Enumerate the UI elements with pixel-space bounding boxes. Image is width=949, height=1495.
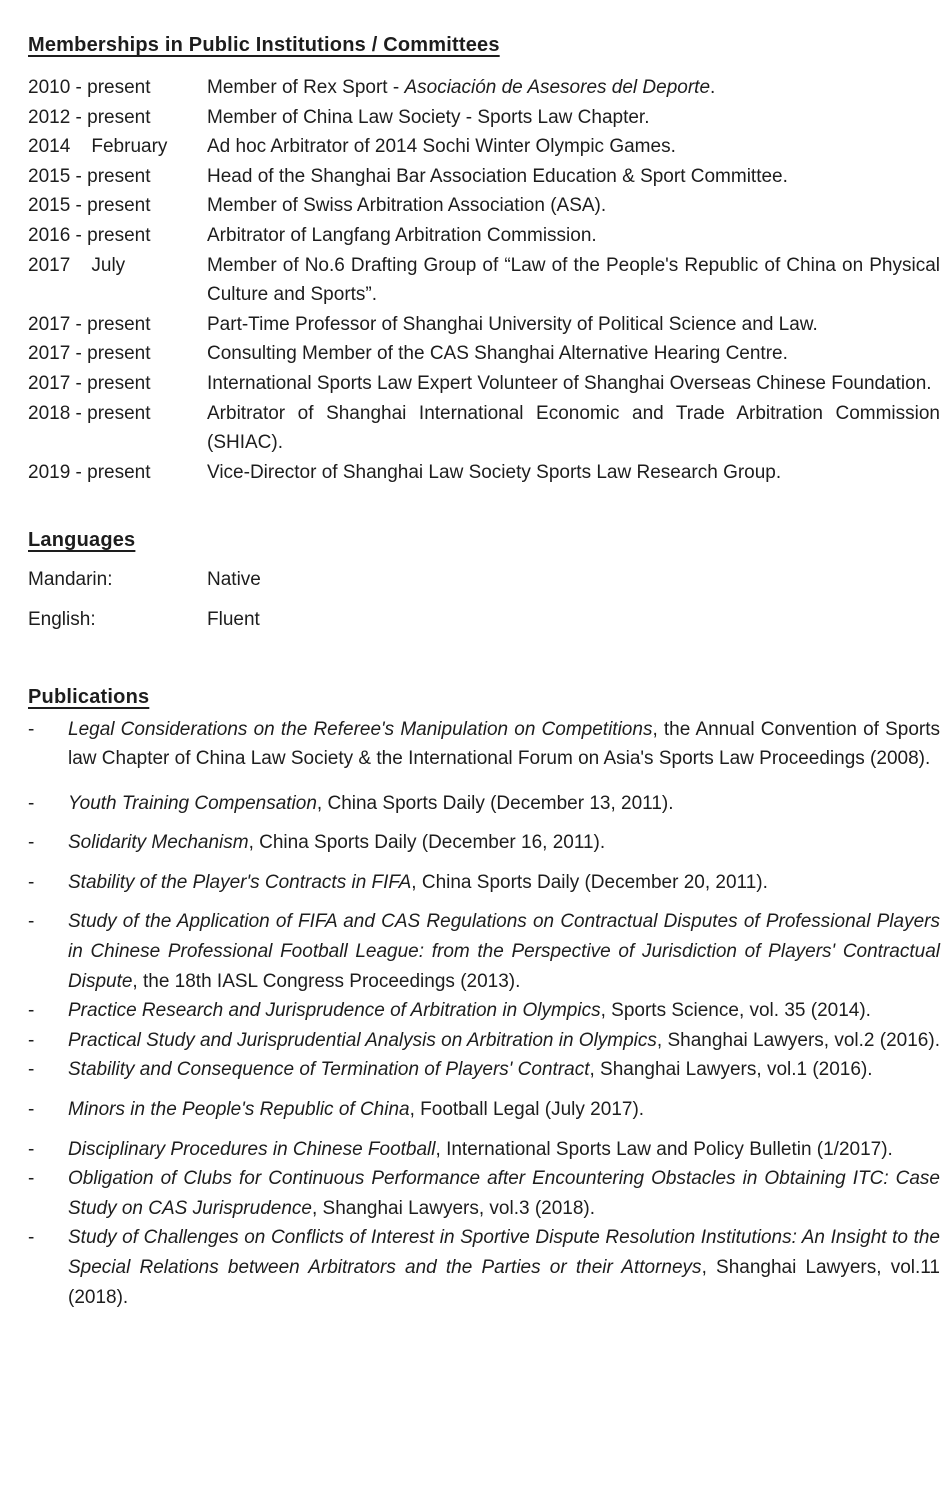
memberships-list: [28, 73, 940, 487]
membership-date: 2017 - present: [28, 372, 151, 394]
language-level: Fluent: [207, 608, 260, 630]
publication-entry: [68, 1095, 940, 1125]
publication-bullet: -: [28, 832, 35, 854]
membership-date: 2015 - present: [28, 165, 151, 187]
membership-row: [28, 73, 940, 103]
language-name: English:: [28, 608, 96, 630]
publication-bullet: -: [28, 792, 35, 814]
membership-description: Vice-Director of Shanghai Law Society Sports Law Research Group.: [207, 461, 782, 483]
publication-title: Minors in the People's Republic of China: [68, 1099, 410, 1121]
publication-title: Legal Considerations on the Referee's Manipulation on Competitions: [68, 718, 653, 740]
publication-title: Practice Research and Jurisprudence of Arbitration in Olympics: [68, 1000, 601, 1022]
membership-date: 2018 - present: [28, 402, 151, 424]
membership-row: [28, 162, 940, 192]
publication-source: , International Sports Law and Policy Bulletin (1/2017).: [435, 1138, 893, 1160]
membership-date: 2017 - present: [28, 343, 151, 365]
publication-entry: [68, 907, 940, 996]
publication-source: , Football Legal (July 2017).: [409, 1099, 645, 1121]
publication-item: [28, 1055, 940, 1085]
membership-date: 2010 - present: [28, 77, 151, 98]
publication-bullet: -: [28, 911, 35, 933]
membership-row: [28, 339, 940, 369]
publication-title: Study of the Application of FIFA and CAS Regulations on Contractual Disputes of Professional Players in Chinese Professional Football League: from the Perspective of Jurisdiction of Players' Contractual Dispute: [68, 911, 940, 992]
publication-entry: [68, 996, 940, 1026]
publication-item: [28, 715, 940, 774]
publication-bullet: -: [28, 718, 35, 740]
membership-row: [28, 221, 940, 251]
publication-title: Study of Challenges on Conflicts of Interest in Sportive Dispute Resolution Institutions: An Insight to the Special Relations between Arbitrators and the Parties or their Attorneys: [68, 1227, 940, 1278]
membership-date: 2012 - present: [28, 106, 151, 128]
membership-row: [28, 310, 940, 340]
publication-entry: [68, 1026, 940, 1056]
publication-entry: [68, 715, 940, 774]
publication-bullet: -: [28, 1029, 35, 1051]
publication-item: [28, 828, 940, 858]
language-level: Native: [207, 569, 261, 591]
publication-source: , China Sports Daily (December 13, 2011).: [316, 792, 674, 814]
section-memberships: [28, 33, 940, 487]
membership-row: [28, 251, 940, 310]
publication-title: Obligation of Clubs for Continuous Performance after Encountering Obstacles in Obtaining ITC: Case Study on CAS Jurisprudence: [68, 1168, 940, 1219]
language-row: [28, 605, 940, 635]
section-publications: [28, 685, 940, 1313]
membership-date: 2017 - present: [28, 313, 151, 335]
membership-row: [28, 132, 940, 162]
membership-description: Arbitrator of Shanghai International Economic and Trade Arbitration Commission (SHIAC).: [207, 402, 940, 454]
publication-item: [28, 789, 940, 819]
membership-description: Arbitrator of Langfang Arbitration Commission.: [207, 224, 597, 246]
publication-entry: [68, 789, 940, 819]
membership-description: Consulting Member of the CAS Shanghai Alternative Hearing Centre.: [207, 343, 788, 365]
publication-source: , Shanghai Lawyers, vol.2 (2016).: [656, 1029, 940, 1051]
membership-date: 2014 February: [28, 136, 168, 158]
membership-description: Member of Swiss Arbitration Association (ASA).: [207, 195, 607, 217]
publication-title: Solidarity Mechanism: [68, 832, 249, 854]
membership-description: International Sports Law Expert Volunteer of Shanghai Overseas Chinese Foundation.: [207, 372, 932, 394]
membership-description: Member of No.6 Drafting Group of “Law of the People's Republic of China on Physical Culture and Sports”.: [207, 254, 940, 306]
membership-date: 2016 - present: [28, 224, 151, 246]
publication-bullet: -: [28, 1168, 35, 1190]
publication-item: [28, 996, 940, 1026]
membership-date: 2017 July: [28, 254, 126, 276]
membership-description: Member of China Law Society - Sports Law Chapter.: [207, 106, 650, 128]
publication-entry: [68, 868, 940, 898]
languages-heading: Languages: [28, 529, 136, 552]
publication-bullet: -: [28, 1138, 35, 1160]
publication-source: , the Annual Convention of Sports law Chapter of China Law Society & the International Forum on Asia's Sports Law Proceedings (2008).: [68, 718, 940, 770]
publication-source: , Shanghai Lawyers, vol.3 (2018).: [311, 1197, 596, 1219]
publication-bullet: -: [28, 1227, 35, 1249]
publication-entry: [68, 1135, 940, 1165]
publication-bullet: -: [28, 871, 35, 893]
membership-description: Ad hoc Arbitrator of 2014 Sochi Winter Olympic Games.: [207, 136, 676, 158]
language-row: [28, 565, 940, 595]
publication-item: [28, 868, 940, 898]
membership-row: [28, 103, 940, 133]
membership-row: [28, 399, 940, 458]
membership-date: 2015 - present: [28, 195, 151, 217]
publication-entry: [68, 1164, 940, 1223]
publications-list: [28, 715, 940, 1313]
publication-source: , China Sports Daily (December 16, 2011).: [248, 832, 606, 854]
section-languages: [28, 528, 940, 634]
membership-text-end: .: [710, 77, 716, 98]
publication-item: [28, 1164, 940, 1223]
publication-bullet: -: [28, 1059, 35, 1081]
publication-title: Stability and Consequence of Termination of Players' Contract: [68, 1059, 590, 1081]
publication-source: , China Sports Daily (December 20, 2011).: [411, 871, 768, 893]
publication-entry: [68, 1223, 940, 1312]
publication-bullet: -: [28, 1099, 35, 1121]
membership-row: [28, 369, 940, 399]
publication-item: [28, 1135, 940, 1165]
publications-heading: Publications: [28, 685, 150, 708]
membership-text-italic: Asociación de Asesores del Deporte: [404, 77, 711, 98]
membership-description: Head of the Shanghai Bar Association Education & Sport Committee.: [207, 165, 788, 187]
membership-date: 2019 - present: [28, 461, 151, 483]
publication-source: , Sports Science, vol. 35 (2014).: [600, 1000, 871, 1022]
publication-title: Disciplinary Procedures in Chinese Football: [68, 1138, 436, 1160]
publication-title: Stability of the Player's Contracts in FIFA: [68, 871, 412, 893]
publication-entry: [68, 828, 940, 858]
publication-source: , Shanghai Lawyers, vol.1 (2016).: [589, 1059, 873, 1081]
publication-title: Youth Training Compensation: [68, 792, 317, 814]
publication-item: [28, 907, 940, 996]
publication-title: Practical Study and Jurisprudential Analysis on Arbitration in Olympics: [68, 1029, 657, 1051]
publication-entry: [68, 1055, 940, 1085]
publication-item: [28, 1026, 940, 1056]
membership-text: Member of Rex Sport -: [207, 77, 405, 98]
membership-row: [28, 458, 940, 488]
publication-item: [28, 1095, 940, 1125]
publication-item: [28, 1223, 940, 1312]
publication-bullet: -: [28, 1000, 35, 1022]
languages-list: [28, 565, 940, 634]
publication-source: , Shanghai Lawyers, vol.11 (2018).: [68, 1257, 940, 1308]
membership-description: Part-Time Professor of Shanghai University of Political Science and Law.: [207, 313, 818, 335]
publication-source: , the 18th IASL Congress Proceedings (2013).: [132, 970, 521, 992]
memberships-heading: Memberships in Public Institutions / Committees: [28, 34, 500, 56]
membership-row: [28, 191, 940, 221]
membership-description: [207, 73, 940, 103]
language-name: Mandarin:: [28, 569, 113, 591]
